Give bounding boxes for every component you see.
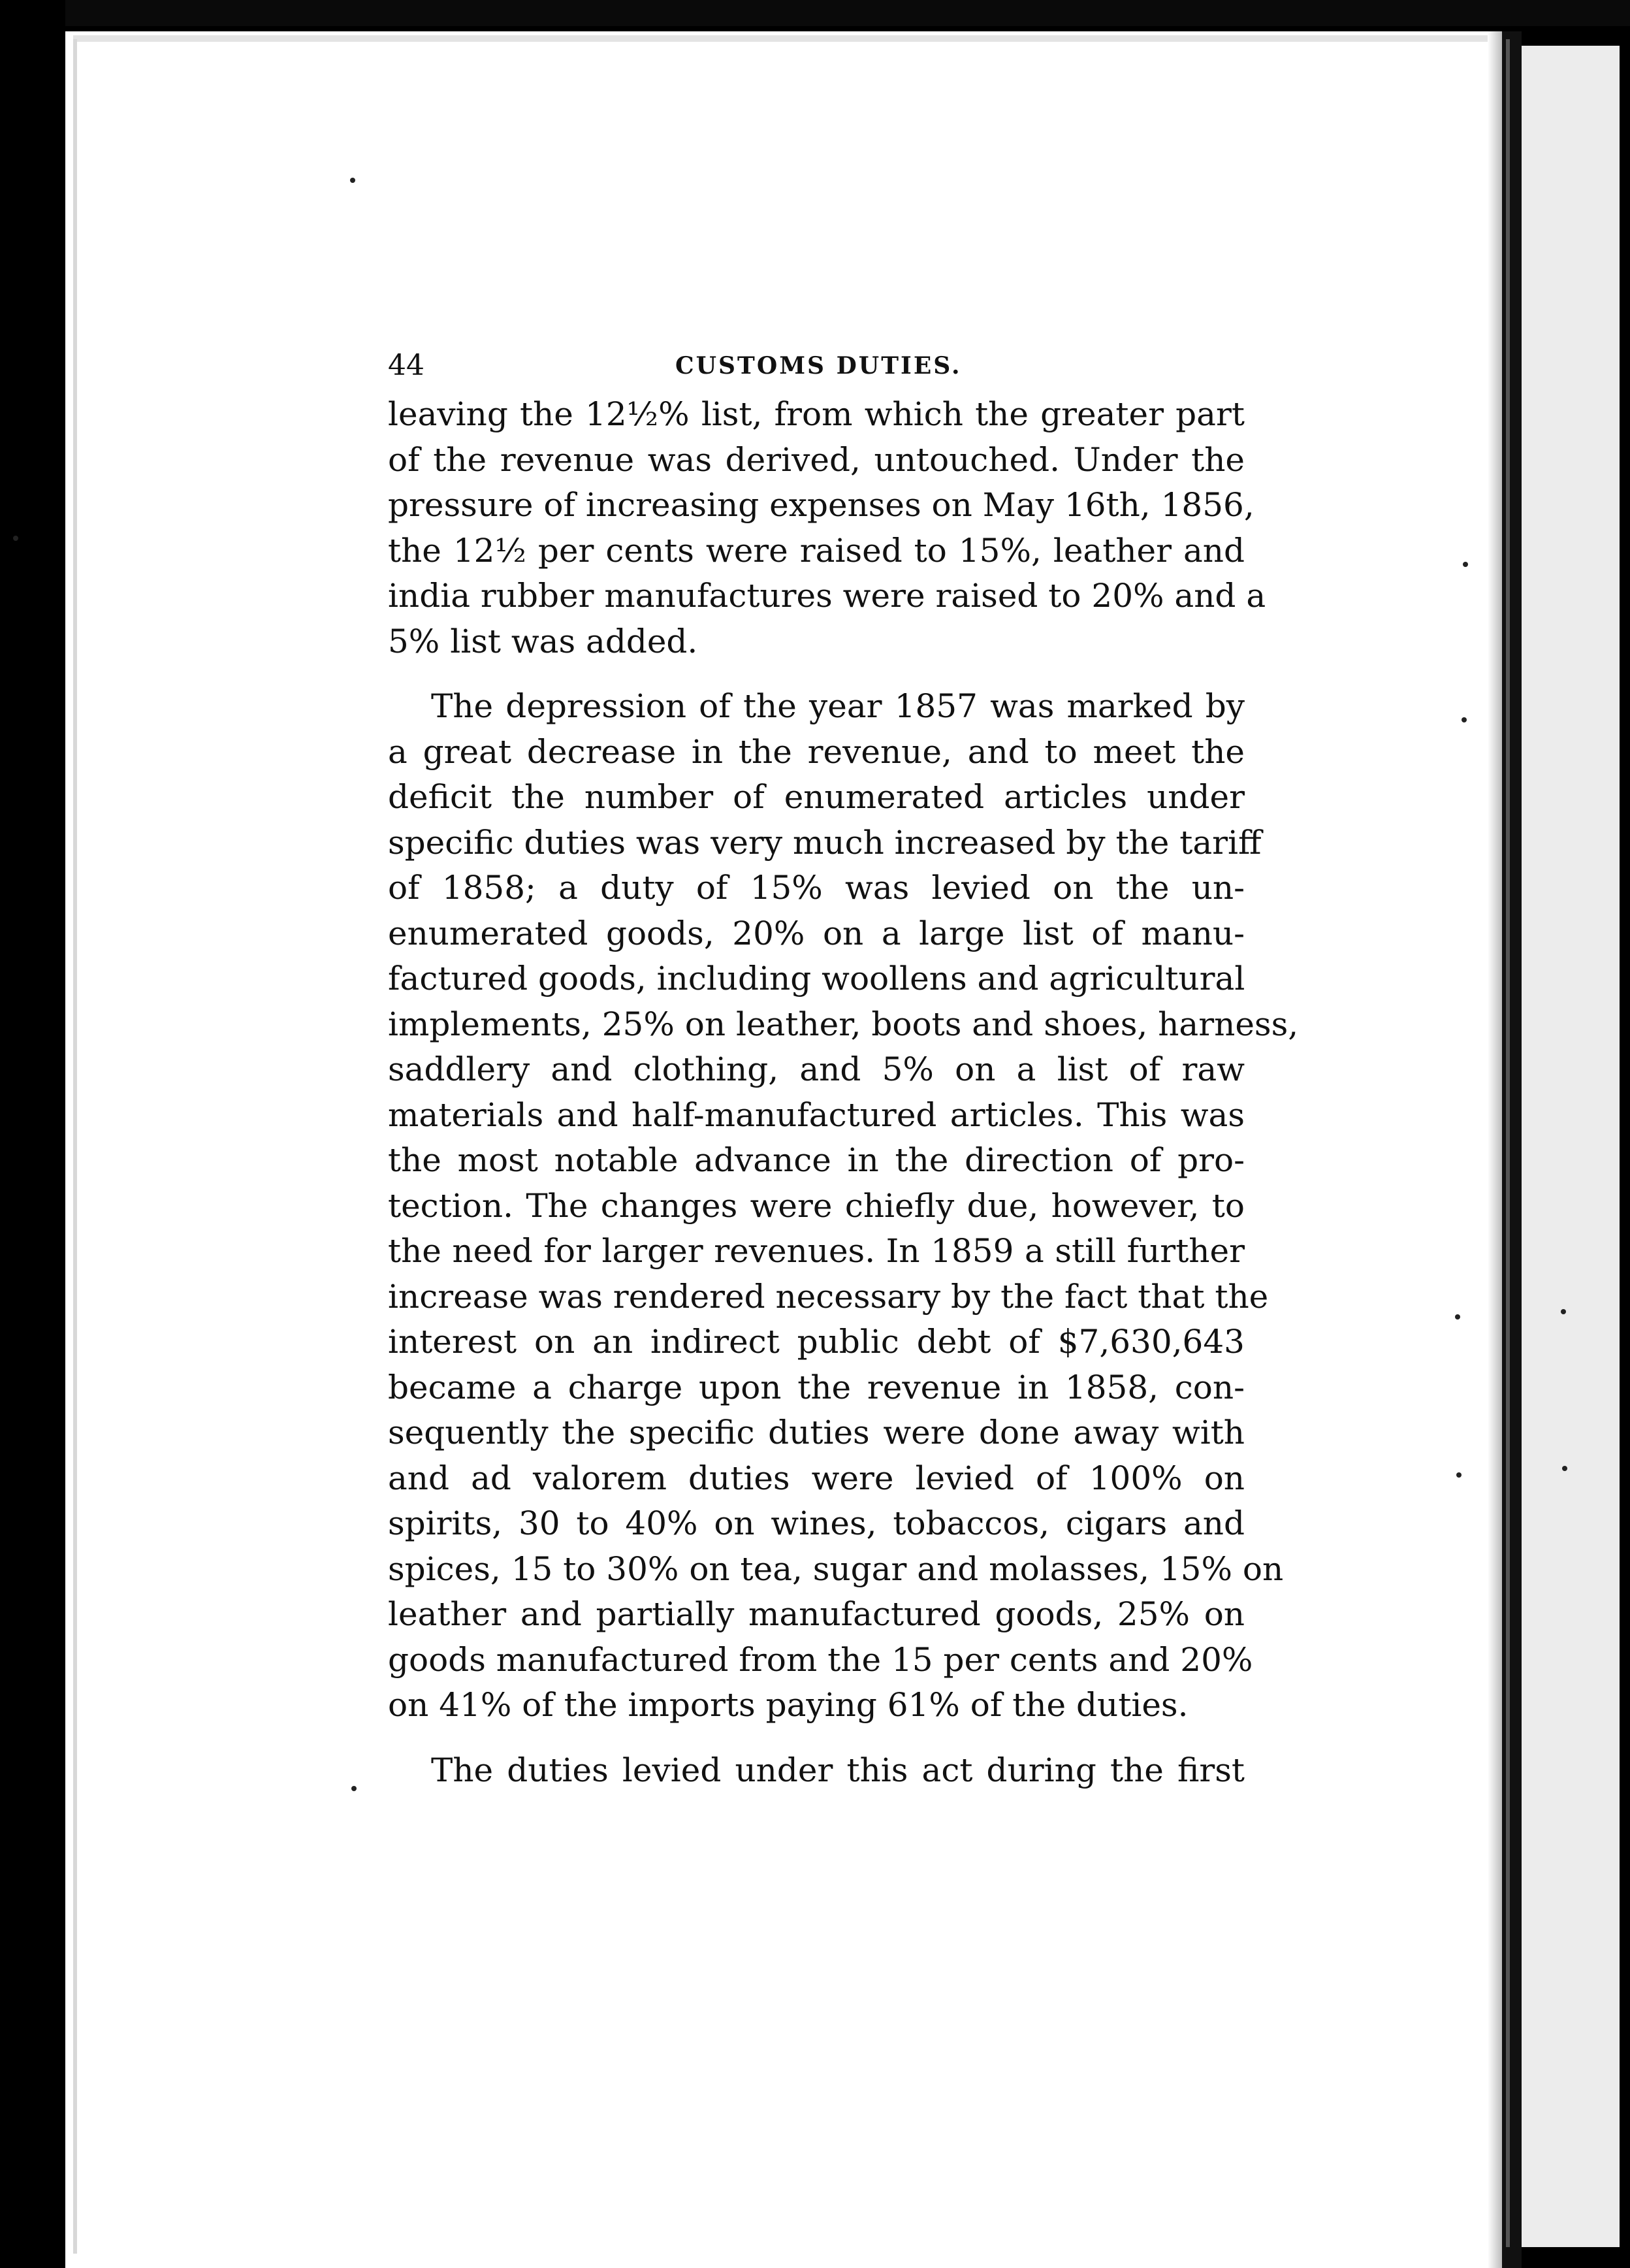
scan-speck xyxy=(13,536,18,541)
text-line: india rubber manufactures were raised to 20% and a xyxy=(388,577,1266,615)
text-line: leaving the 12½% list, from which the greater part xyxy=(388,395,1245,433)
text-line: implements, 25% on leather, boots and shoes, harness, xyxy=(388,1005,1299,1043)
text-line: materials and half-manufactured articles. This was xyxy=(388,1095,1245,1134)
text-line: and ad valorem duties were levied of 100% on xyxy=(388,1459,1245,1497)
page-left-edge xyxy=(73,39,77,2254)
text-line: saddlery and clothing, and 5% on a list of raw xyxy=(388,1050,1245,1088)
paragraph-1 xyxy=(388,392,1266,664)
scan-speck xyxy=(1562,1466,1567,1471)
scan-speck xyxy=(1462,717,1467,722)
text-line: goods manufactured from the 15 per cents and 20% xyxy=(388,1640,1253,1679)
text-line: on 41% of the imports paying 61% of the duties. xyxy=(388,1686,1189,1724)
text-line: of 1858; a duty of 15% was levied on the un- xyxy=(388,869,1245,907)
adjacent-page-strip xyxy=(1522,46,1620,2247)
text-line: sequently the specific duties were done away with xyxy=(388,1414,1245,1451)
text-line: factured goods, including woollens and agricultural xyxy=(388,960,1245,997)
text-line: increase was rendered necessary by the fact that the xyxy=(388,1277,1269,1316)
text-line: a great decrease in the revenue, and to meet the xyxy=(388,732,1245,771)
text-line: the most notable advance in the direction of pro- xyxy=(388,1141,1245,1179)
page-top-edge xyxy=(73,35,1497,42)
text-line: the 12½ per cents were raised to 15%, leather and xyxy=(388,531,1245,570)
text-line: of the revenue was derived, untouched. Under the xyxy=(388,440,1245,479)
running-head xyxy=(388,340,1245,392)
scan-speck xyxy=(1456,1472,1462,1478)
text-line: The depression of the year 1857 was marked by xyxy=(431,687,1245,725)
scan-speck xyxy=(350,178,355,183)
text-line: 5% list was added. xyxy=(388,622,698,660)
text-line: the need for larger revenues. In 1859 a still further xyxy=(388,1232,1245,1270)
text-line: enumerated goods, 20% on a large list of manu- xyxy=(388,914,1245,952)
text-line: tection. The changes were chiefly due, however, to xyxy=(388,1186,1245,1225)
text-line: deficit the number of enumerated articles under xyxy=(388,778,1245,816)
scan-right-border xyxy=(1620,31,1630,2268)
page-number: 44 xyxy=(388,349,424,382)
binding-gutter xyxy=(1502,31,1522,2268)
text-line: pressure of increasing expenses on May 16th, 1856, xyxy=(388,486,1254,524)
page-text xyxy=(388,340,1299,1793)
scan-speck xyxy=(1561,1309,1566,1314)
scan-left-border xyxy=(0,0,65,2268)
scan-speck xyxy=(351,1786,357,1791)
text-line: spices, 15 to 30% on tea, sugar and molasses, 15% on xyxy=(388,1549,1284,1588)
scan-speck xyxy=(1455,1314,1460,1320)
text-line: The duties levied under this act during the first xyxy=(431,1751,1245,1789)
text-line: became a charge upon the revenue in 1858, con- xyxy=(388,1368,1245,1406)
text-line: interest on an indirect public debt of $7,630,643 xyxy=(388,1323,1245,1361)
paragraph-3 xyxy=(388,1748,1245,1794)
paragraph-2 xyxy=(388,684,1299,1728)
text-line: specific duties was very much increased by the tariff xyxy=(388,823,1262,862)
gutter-line xyxy=(1506,39,1510,2247)
scan-top-border xyxy=(0,0,1630,26)
gutter-shadow xyxy=(1488,31,1502,2268)
text-line: leather and partially manufactured goods, 25% on xyxy=(388,1595,1245,1633)
running-title: CUSTOMS DUTIES. xyxy=(675,352,962,380)
text-line: spirits, 30 to 40% on wines, tobaccos, cigars and xyxy=(388,1504,1245,1542)
scan-speck xyxy=(1463,562,1468,567)
